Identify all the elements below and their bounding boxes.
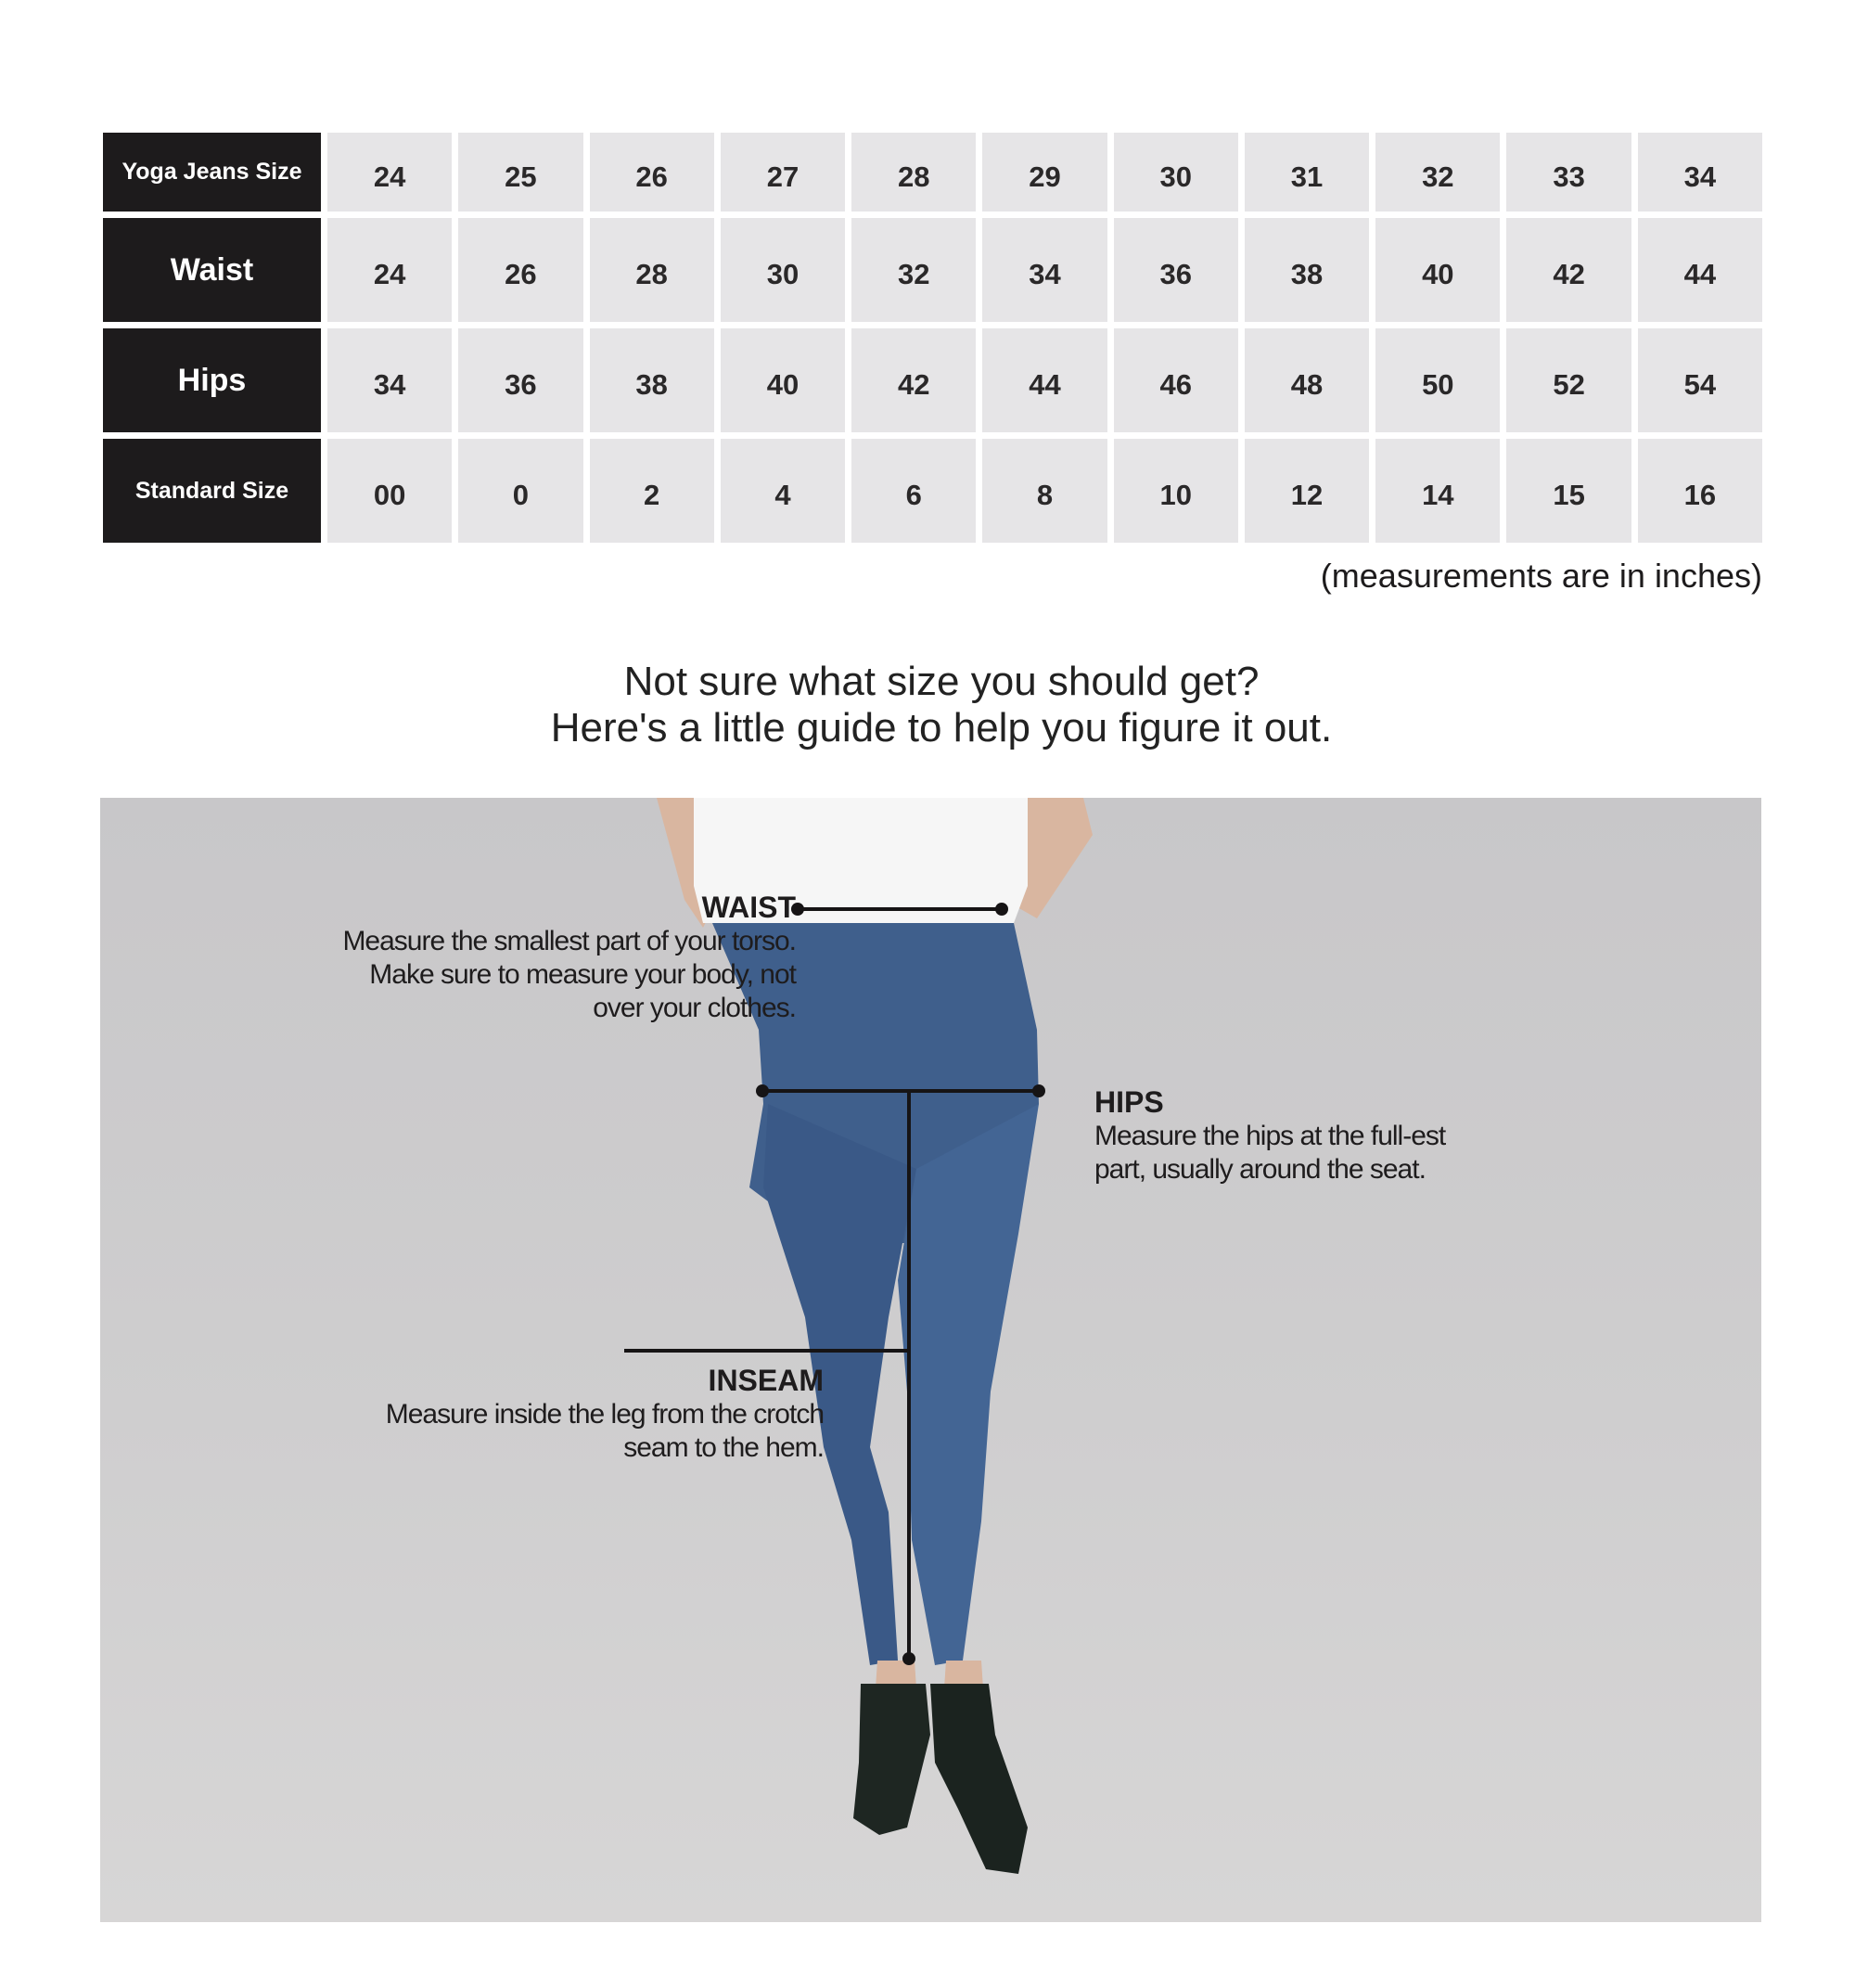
table-cell: 25 [458, 133, 582, 212]
table-cell: 31 [1245, 133, 1369, 212]
size-chart-table [103, 133, 1762, 543]
table-cell: 15 [1506, 439, 1631, 543]
table-cell: 44 [982, 328, 1107, 432]
table-cell: 6 [851, 439, 976, 543]
waist-annotation-title: WAIST [701, 891, 796, 924]
waist-annotation [341, 891, 796, 1025]
table-cell: 24 [327, 133, 452, 212]
table-cell: 16 [1638, 439, 1762, 543]
table-cell: 26 [590, 133, 714, 212]
table-cell: 48 [1245, 328, 1369, 432]
table-cell: 36 [458, 328, 582, 432]
guide-heading-line-1: Not sure what size you should get? [623, 659, 1260, 704]
table-cell: 27 [721, 133, 845, 212]
table-cell: 34 [327, 328, 452, 432]
table-cell: 10 [1114, 439, 1238, 543]
hips-annotation-text: Measure the hips at the full-est part, usually around the seat. [1094, 1121, 1446, 1185]
table-cell: 30 [721, 218, 845, 322]
table-cell: 38 [1245, 218, 1369, 322]
inseam-annotation-title: INSEAM [708, 1364, 824, 1397]
table-cell: 54 [1638, 328, 1762, 432]
model-measurement-photo [100, 798, 1761, 1922]
measurement-units-note: (measurements are in inches) [1320, 557, 1762, 595]
table-cell: 44 [1638, 218, 1762, 322]
table-cell: 30 [1114, 133, 1238, 212]
table-cell: 2 [590, 439, 714, 543]
row-header-waist: Waist [103, 218, 321, 322]
table-cell: 24 [327, 218, 452, 322]
table-cell: 8 [982, 439, 1107, 543]
table-cell: 34 [1638, 133, 1762, 212]
table-cell: 50 [1375, 328, 1500, 432]
table-cell: 46 [1114, 328, 1238, 432]
guide-heading-line-2: Here's a little guide to help you figure it out. [550, 705, 1333, 750]
table-cell: 52 [1506, 328, 1631, 432]
table-cell: 36 [1114, 218, 1238, 322]
table-cell: 0 [458, 439, 582, 543]
table-cell: 33 [1506, 133, 1631, 212]
inseam-annotation-text: Measure inside the leg from the crotch seam to the hem. [385, 1399, 824, 1463]
row-header-standard-size: Standard Size [103, 439, 321, 543]
table-cell: 32 [1375, 133, 1500, 212]
table-cell: 28 [590, 218, 714, 322]
row-header-yoga-jeans-size: Yoga Jeans Size [103, 133, 321, 212]
waist-annotation-text: Measure the smallest part of your torso. Make sure to measure your body, not over your clothes. [342, 926, 796, 1023]
hips-annotation [1094, 1085, 1484, 1186]
table-cell: 12 [1245, 439, 1369, 543]
hips-annotation-title: HIPS [1094, 1085, 1164, 1119]
table-cell: 00 [327, 439, 452, 543]
guide-heading [0, 659, 1855, 751]
table-cell: 42 [851, 328, 976, 432]
row-header-hips: Hips [103, 328, 321, 432]
table-cell: 28 [851, 133, 976, 212]
table-cell: 40 [1375, 218, 1500, 322]
table-cell: 38 [590, 328, 714, 432]
table-cell: 32 [851, 218, 976, 322]
inseam-annotation [378, 1364, 824, 1465]
table-cell: 40 [721, 328, 845, 432]
table-cell: 26 [458, 218, 582, 322]
table-cell: 29 [982, 133, 1107, 212]
table-cell: 4 [721, 439, 845, 543]
table-cell: 42 [1506, 218, 1631, 322]
table-cell: 14 [1375, 439, 1500, 543]
table-cell: 34 [982, 218, 1107, 322]
